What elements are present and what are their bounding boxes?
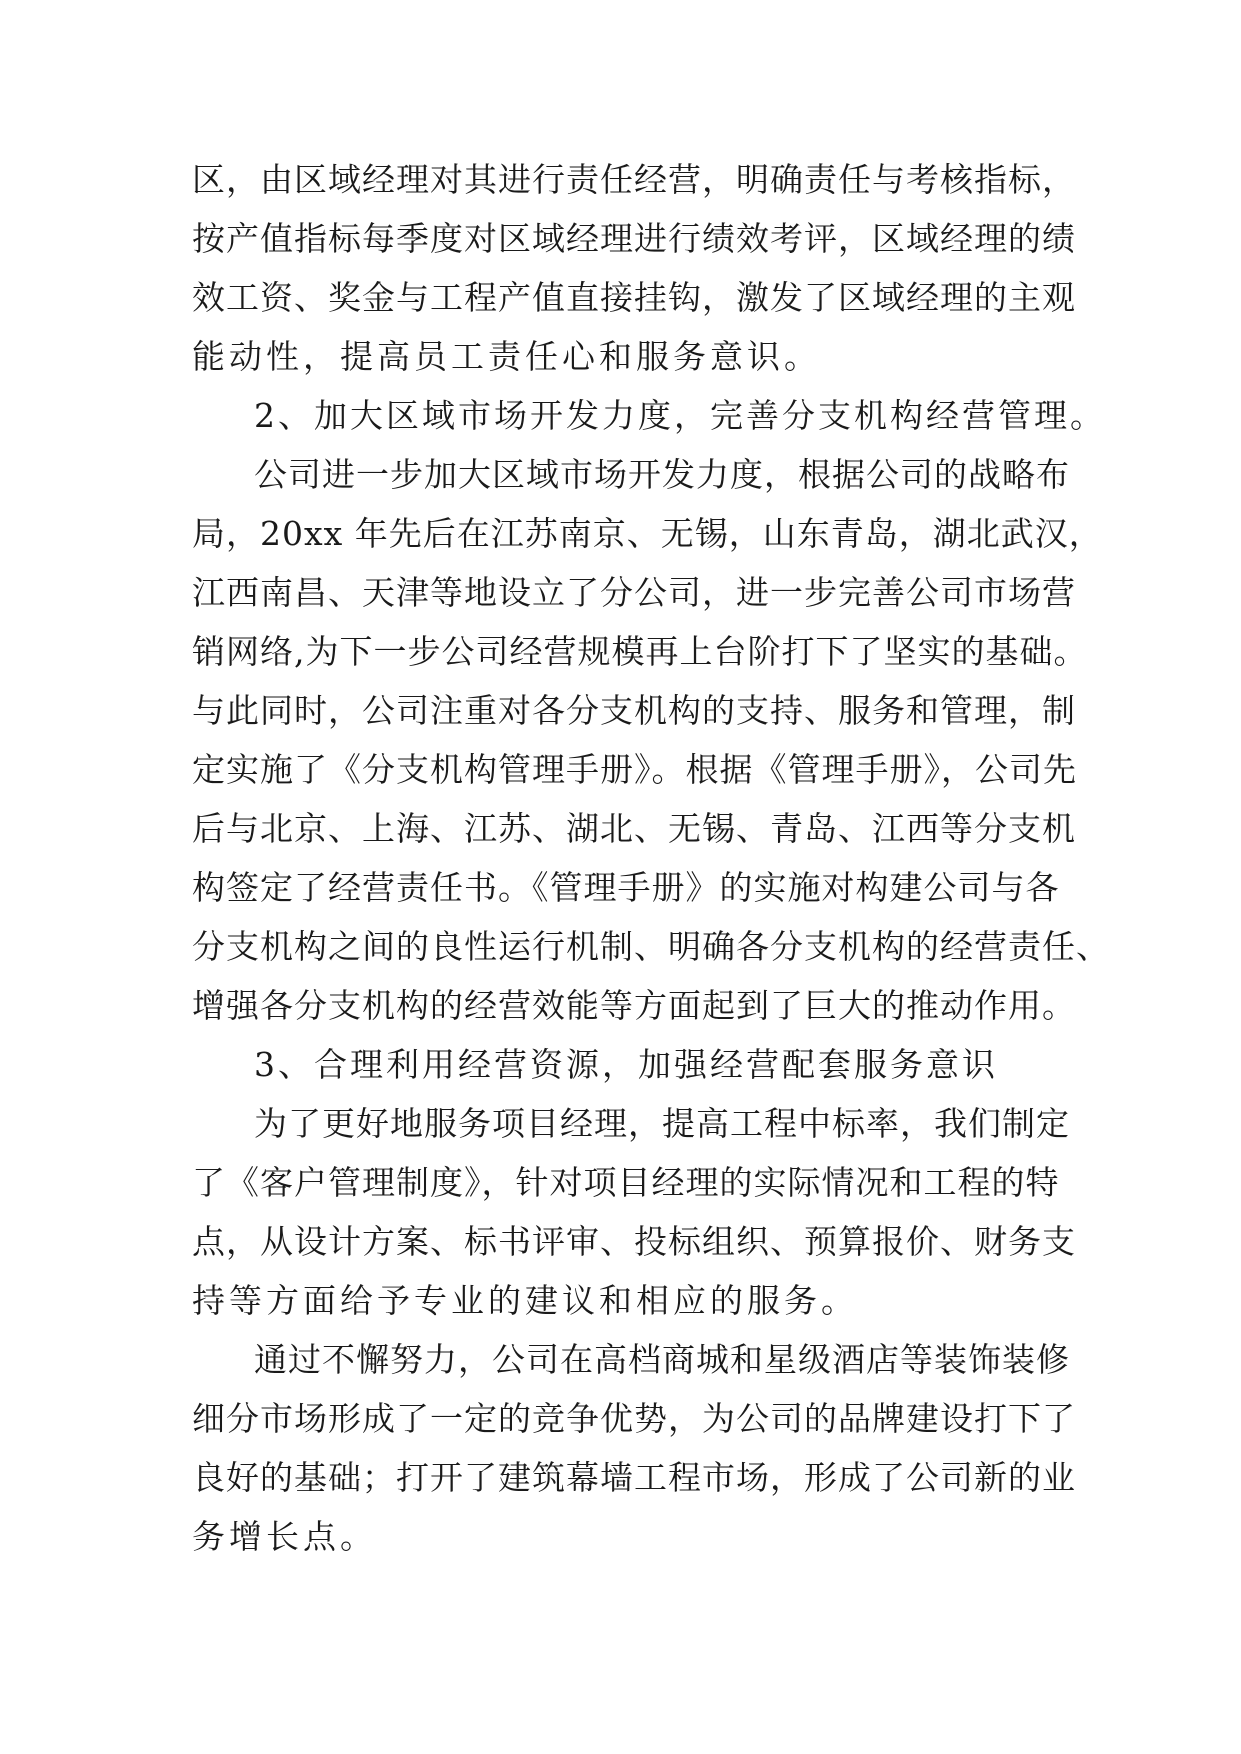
text-line: 构签定了经营责任书。《管理手册》的实施对构建公司与各 — [192, 868, 1060, 907]
text-line: 江西南昌、天津等地设立了分公司，进一步完善公司市场营 — [192, 573, 1076, 612]
text-line: 定实施了《分支机构管理手册》。根据《管理手册》，公司先 — [192, 750, 1077, 789]
text-line: 了《客户管理制度》，针对项目经理的实际情况和工程的特 — [192, 1163, 1060, 1202]
text-line: 局，20xx 年先后在江苏南京、无锡，山东青岛，湖北武汉， — [192, 514, 1103, 553]
text-line: 为了更好地服务项目经理，提高工程中标率，我们制定 — [254, 1104, 1070, 1143]
text-line: 销网络,为下一步公司经营规模再上台阶打下了坚实的基础。 — [192, 632, 1088, 671]
text-line: 务增长点。 — [192, 1517, 377, 1556]
text-line: 公司进一步加大区域市场开发力度，根据公司的战略布 — [254, 455, 1070, 494]
text-line: 持等方面给予专业的建议和相应的服务。 — [192, 1281, 858, 1320]
text-line: 效工资、奖金与工程产值直接挂钩，激发了区域经理的主观 — [192, 278, 1076, 317]
document-page — [192, 150, 1110, 1566]
paragraph-2 — [192, 445, 1110, 1035]
text-line: 增强各分支机构的经营效能等方面起到了巨大的推动作用。 — [192, 986, 1076, 1025]
paragraph-3 — [192, 1094, 1076, 1330]
text-line: 良好的基础；打开了建筑幕墙工程市场，形成了公司新的业 — [192, 1458, 1076, 1497]
text-line: 能动性，提高员工责任心和服务意识。 — [192, 337, 821, 376]
heading-line: 3、合理利用经营资源，加强经营配套服务意识 — [254, 1045, 998, 1084]
paragraph-1 — [192, 150, 1076, 386]
text-line: 分支机构之间的良性运行机制、明确各分支机构的经营责任、 — [192, 927, 1110, 966]
paragraph-4 — [192, 1330, 1076, 1566]
section-heading-3 — [192, 1035, 1052, 1094]
section-heading-2 — [192, 386, 1106, 445]
text-line: 通过不懈努力，公司在高档商城和星级酒店等装饰装修 — [254, 1340, 1070, 1379]
text-line: 与此同时，公司注重对各分支机构的支持、服务和管理，制 — [192, 691, 1076, 730]
text-line: 点，从设计方案、标书评审、投标组织、预算报价、财务支 — [192, 1222, 1076, 1261]
text-line: 区，由区域经理对其进行责任经营，明确责任与考核指标， — [192, 160, 1076, 199]
text-line: 细分市场形成了一定的竞争优势，为公司的品牌建设打下了 — [192, 1399, 1076, 1438]
heading-line: 2、加大区域市场开发力度，完善分支机构经营管理。 — [254, 396, 1106, 435]
text-line: 后与北京、上海、江苏、湖北、无锡、青岛、江西等分支机 — [192, 809, 1076, 848]
text-line: 按产值指标每季度对区域经理进行绩效考评，区域经理的绩 — [192, 219, 1076, 258]
